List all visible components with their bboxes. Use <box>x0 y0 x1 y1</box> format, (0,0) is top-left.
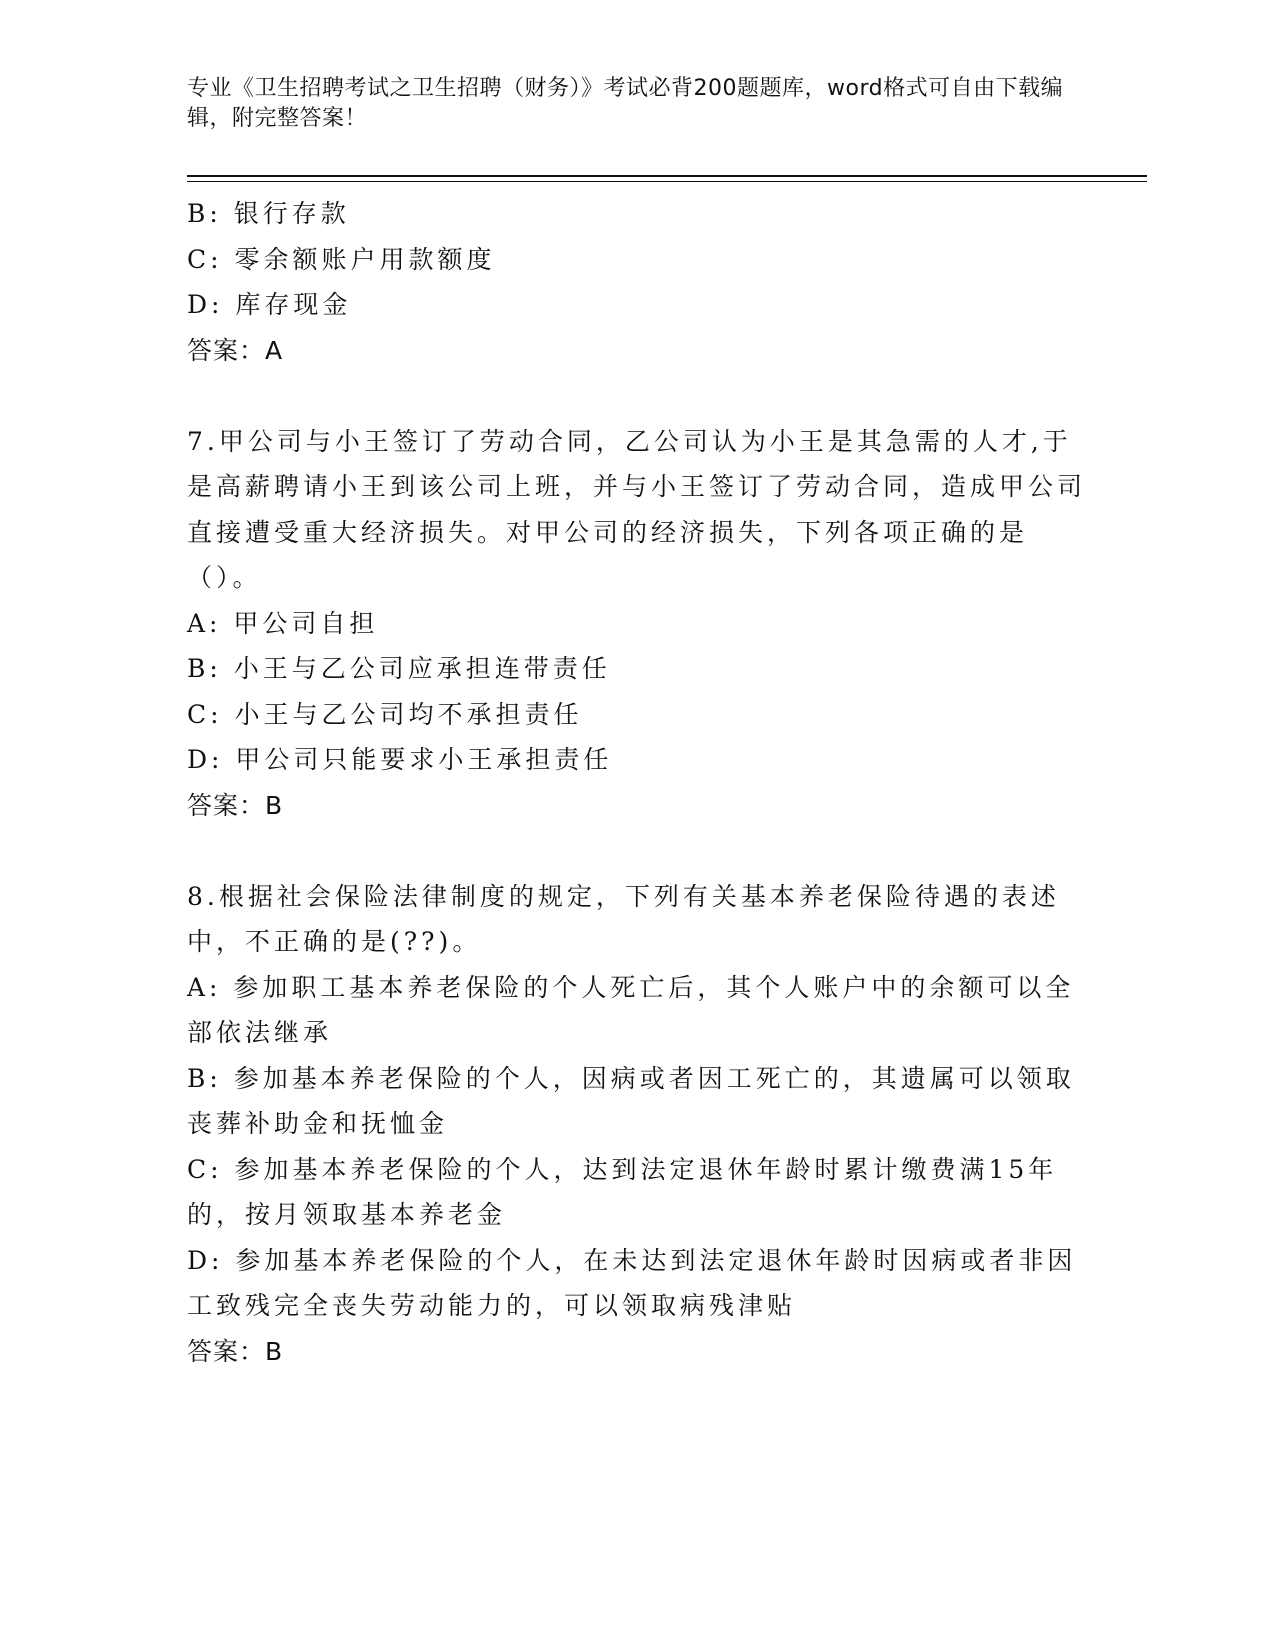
option-d: D: 参加基本养老保险的个人，在未达到法定退休年龄时因病或者非因工致残完全丧失劳动能力的，可以领取病残津贴 <box>187 1245 1077 1320</box>
option-b: B: 参加基本养老保险的个人，因病或者因工死亡的，其遗属可以领取丧葬补助金和抚恤金 <box>187 1063 1075 1138</box>
option-b: B: 银行存款 <box>187 199 350 228</box>
answer-line: 答案：B <box>187 1336 284 1366</box>
spacer <box>187 373 1087 419</box>
option-a: A: 参加职工基本养老保险的个人死亡后，其个人账户中的余额可以全部依法继承 <box>187 972 1075 1047</box>
header-rule-thick <box>187 175 1147 177</box>
option-d: D: 库存现金 <box>187 290 352 319</box>
option-a: A: 甲公司自担 <box>187 608 379 638</box>
question-list <box>187 191 1087 1374</box>
option-d: D: 甲公司只能要求小王承担责任 <box>187 745 613 774</box>
option-c: C: 零余额账户用款额度 <box>187 244 496 274</box>
spacer <box>187 828 1087 874</box>
option-c: C: 参加基本养老保险的个人，达到法定退休年龄时累计缴费满15年的，按月领取基本养老金 <box>187 1154 1058 1229</box>
option-c: C: 小王与乙公司均不承担责任 <box>187 699 583 729</box>
option-b: B: 小王与乙公司应承担连带责任 <box>187 654 611 683</box>
question-7: 7.甲公司与小王签订了劳动合同，乙公司认为小王是其急需的人才,于是高薪聘请小王到该公司上班，并与小王签订了劳动合同，造成甲公司直接遭受重大经济损失。对甲公司的经济损失，下列各项正确的是（）。 <box>187 426 1087 592</box>
header-rule-thin <box>187 181 1147 182</box>
answer-line: 答案：B <box>187 790 284 820</box>
answer-line: 答案：A <box>187 335 284 365</box>
page-header: 专业《卫生招聘考试之卫生招聘（财务）》考试必背200题题库，word格式可自由下载编辑，附完整答案！ <box>187 76 1064 131</box>
question-8: 8.根据社会保险法律制度的规定，下列有关基本养老保险待遇的表述中，不正确的是(??)。 <box>187 881 1060 956</box>
